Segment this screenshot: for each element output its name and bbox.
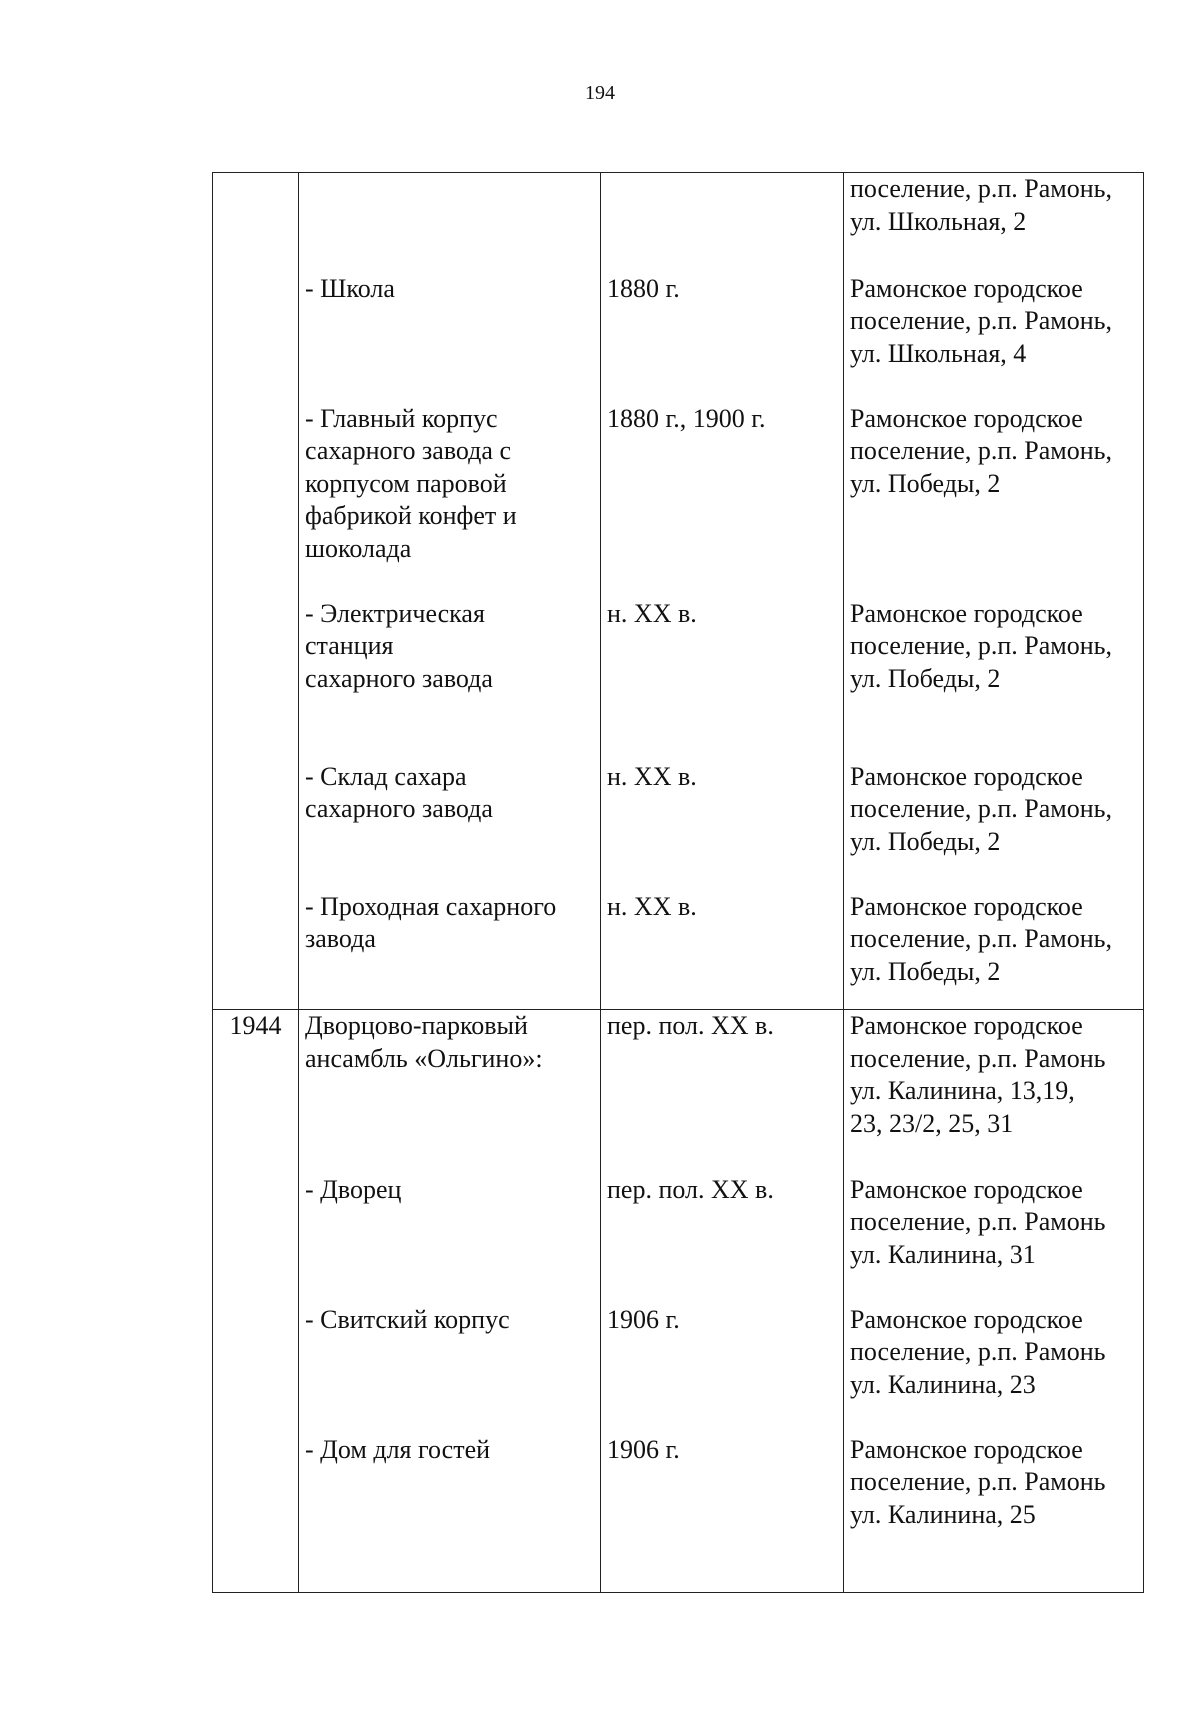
object-name-cell bbox=[299, 173, 601, 273]
table-row bbox=[213, 173, 1144, 273]
date-cell: пер. пол. XX в. bbox=[601, 1174, 844, 1304]
row-number-cell bbox=[213, 273, 299, 403]
address-cell: Рамонское городское поселение, р.п. Рамонь, ул. Победы, 2 bbox=[844, 403, 1144, 598]
table-row bbox=[213, 891, 1144, 1010]
table-row bbox=[213, 273, 1144, 403]
address-cell: Рамонское городское поселение, р.п. Рамонь ул. Калинина, 23 bbox=[844, 1304, 1144, 1434]
date-cell bbox=[601, 173, 844, 273]
table-row bbox=[213, 598, 1144, 761]
row-number-cell bbox=[213, 891, 299, 1010]
date-cell: 1906 г. bbox=[601, 1304, 844, 1434]
page-number: 194 bbox=[585, 82, 615, 104]
row-number-cell bbox=[213, 173, 299, 273]
row-number-cell: 1944 bbox=[213, 1010, 299, 1174]
date-cell: н. XX в. bbox=[601, 761, 844, 891]
date-cell: н. XX в. bbox=[601, 891, 844, 1010]
table-row bbox=[213, 1304, 1144, 1434]
table-row bbox=[213, 1434, 1144, 1593]
address-cell: Рамонское городское поселение, р.п. Рамонь ул. Калинина, 13,19, 23, 23/2, 25, 31 bbox=[844, 1010, 1144, 1174]
address-cell: Рамонское городское поселение, р.п. Рамонь, ул. Победы, 2 bbox=[844, 598, 1144, 761]
object-name-cell: - Главный корпус сахарного завода с корпусом паровой фабрикой конфет и шоколада bbox=[299, 403, 601, 598]
date-cell: пер. пол. XX в. bbox=[601, 1010, 844, 1174]
address-cell: Рамонское городское поселение, р.п. Рамонь, ул. Школьная, 4 bbox=[844, 273, 1144, 403]
row-number-cell bbox=[213, 403, 299, 598]
address-cell: Рамонское городское поселение, р.п. Рамонь, ул. Победы, 2 bbox=[844, 891, 1144, 1010]
date-cell: н. XX в. bbox=[601, 598, 844, 761]
row-number-cell bbox=[213, 1174, 299, 1304]
row-number-cell bbox=[213, 598, 299, 761]
object-name-cell: - Проходная сахарного завода bbox=[299, 891, 601, 1010]
heritage-objects-table bbox=[212, 172, 1144, 1593]
date-cell: 1880 г., 1900 г. bbox=[601, 403, 844, 598]
table-row bbox=[213, 1010, 1144, 1174]
object-name-cell: - Дом для гостей bbox=[299, 1434, 601, 1593]
address-cell: Рамонское городское поселение, р.п. Рамонь, ул. Победы, 2 bbox=[844, 761, 1144, 891]
object-name-cell: - Школа bbox=[299, 273, 601, 403]
table-row bbox=[213, 761, 1144, 891]
row-number-cell bbox=[213, 761, 299, 891]
address-cell: Рамонское городское поселение, р.п. Рамонь ул. Калинина, 25 bbox=[844, 1434, 1144, 1593]
object-name-cell: - Склад сахара сахарного завода bbox=[299, 761, 601, 891]
row-number-cell bbox=[213, 1304, 299, 1434]
object-name-cell: - Электрическая станция сахарного завода bbox=[299, 598, 601, 761]
object-name-cell: - Дворец bbox=[299, 1174, 601, 1304]
object-name-cell: - Свитский корпус bbox=[299, 1304, 601, 1434]
date-cell: 1880 г. bbox=[601, 273, 844, 403]
row-number-cell bbox=[213, 1434, 299, 1593]
address-cell: Рамонское городское поселение, р.п. Рамонь ул. Калинина, 31 bbox=[844, 1174, 1144, 1304]
table-row bbox=[213, 1174, 1144, 1304]
table-row bbox=[213, 403, 1144, 598]
object-name-cell: Дворцово-парковый ансамбль «Ольгино»: bbox=[299, 1010, 601, 1174]
date-cell: 1906 г. bbox=[601, 1434, 844, 1593]
address-cell: поселение, р.п. Рамонь, ул. Школьная, 2 bbox=[844, 173, 1144, 273]
